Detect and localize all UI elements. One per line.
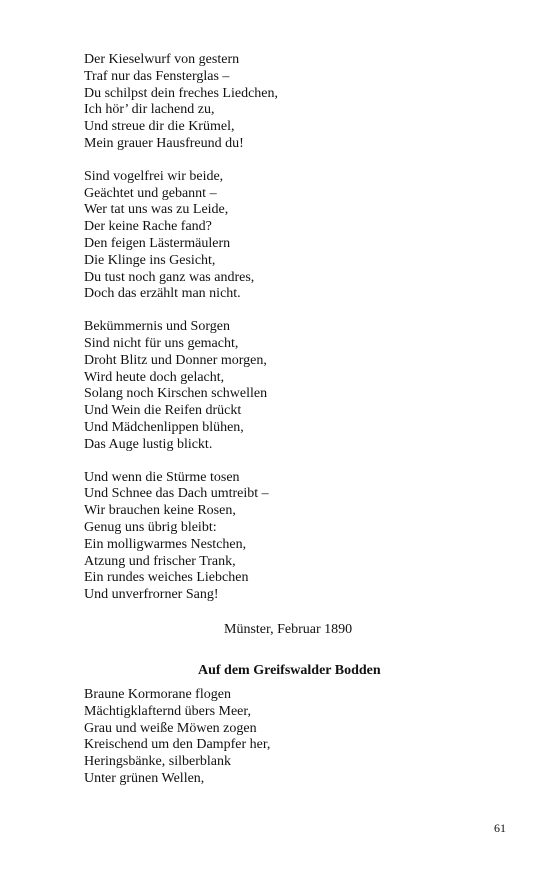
verse-line: Droht Blitz und Donner morgen,: [84, 352, 267, 368]
stanza-2: [84, 169, 484, 303]
verse-line: Solang noch Kirschen schwellen: [84, 386, 268, 402]
verse-line: Du tust noch ganz was andres,: [84, 269, 255, 285]
verse-line: Bekümmernis und Sorgen: [84, 319, 230, 335]
verse-line: Und Mädchenlippen blühen,: [84, 419, 244, 435]
verse-line: Ich hör’ dir lachend zu,: [84, 102, 215, 118]
verse-line: Und Wein die Reifen drückt: [84, 403, 242, 419]
verse-line: Du schilpst dein freches Liedchen,: [84, 85, 278, 101]
stanza-3: [84, 319, 484, 453]
verse-line: Atzung und frischer Trank,: [84, 553, 236, 569]
verse-line: Geächtet und gebannt –: [84, 185, 217, 201]
verse-line: Mein grauer Hausfreund du!: [84, 135, 244, 151]
verse-line: Und wenn die Stürme tosen: [84, 469, 240, 485]
verse-line: Traf nur das Fensterglas –: [84, 68, 230, 84]
verse-line: Braune Kormorane flogen: [84, 687, 231, 702]
verse-line: Und streue dir die Krümel,: [84, 119, 235, 135]
verse-line: Sind vogelfrei wir beide,: [84, 168, 224, 184]
verse-line: Der keine Rache fand?: [84, 219, 212, 235]
verse-line: Ein rundes weiches Liebchen: [84, 570, 249, 586]
poem-body: [84, 52, 484, 620]
verse-line: Doch das erzählt man nicht.: [84, 286, 241, 302]
verse-line: Ein molligwarmes Nestchen,: [84, 536, 247, 552]
verse-line: Grau und weiße Möwen zogen: [84, 720, 257, 736]
verse-line: Genug uns übrig bleibt:: [84, 519, 217, 535]
verse-line: Die Klinge ins Gesicht,: [84, 252, 216, 268]
stanza-1: [84, 52, 484, 153]
verse-line: Wer tat uns was zu Leide,: [84, 202, 229, 218]
stanza-4: [84, 470, 484, 604]
verse-line: Der Kieselwurf von gestern: [84, 52, 240, 67]
verse-line: Heringsbänke, silberblank: [84, 754, 231, 770]
verse-line: Mächtigklafternd übers Meer,: [84, 703, 251, 719]
verse-line: Unter grünen Wellen,: [84, 770, 205, 786]
verse-line: Wir brauchen keine Rosen,: [84, 503, 236, 519]
verse-line: Wird heute doch gelacht,: [84, 369, 225, 385]
verse-line: Das Auge lustig blickt.: [84, 436, 213, 452]
page-number: 61: [494, 821, 506, 835]
dateline: Münster, Februar 1890: [224, 622, 353, 637]
verse-line: Sind nicht für uns gemacht,: [84, 335, 239, 351]
verse-line: Den feigen Lästermäulern: [84, 235, 231, 251]
verse-line: Kreischend um den Dampfer her,: [84, 737, 271, 753]
poem2-stanza: [84, 687, 270, 788]
verse-line: Und unverfrorner Sang!: [84, 587, 219, 603]
verse-line: Und Schnee das Dach umtreibt –: [84, 486, 269, 502]
poem-title: Auf dem Greifswalder Bodden: [198, 663, 381, 678]
